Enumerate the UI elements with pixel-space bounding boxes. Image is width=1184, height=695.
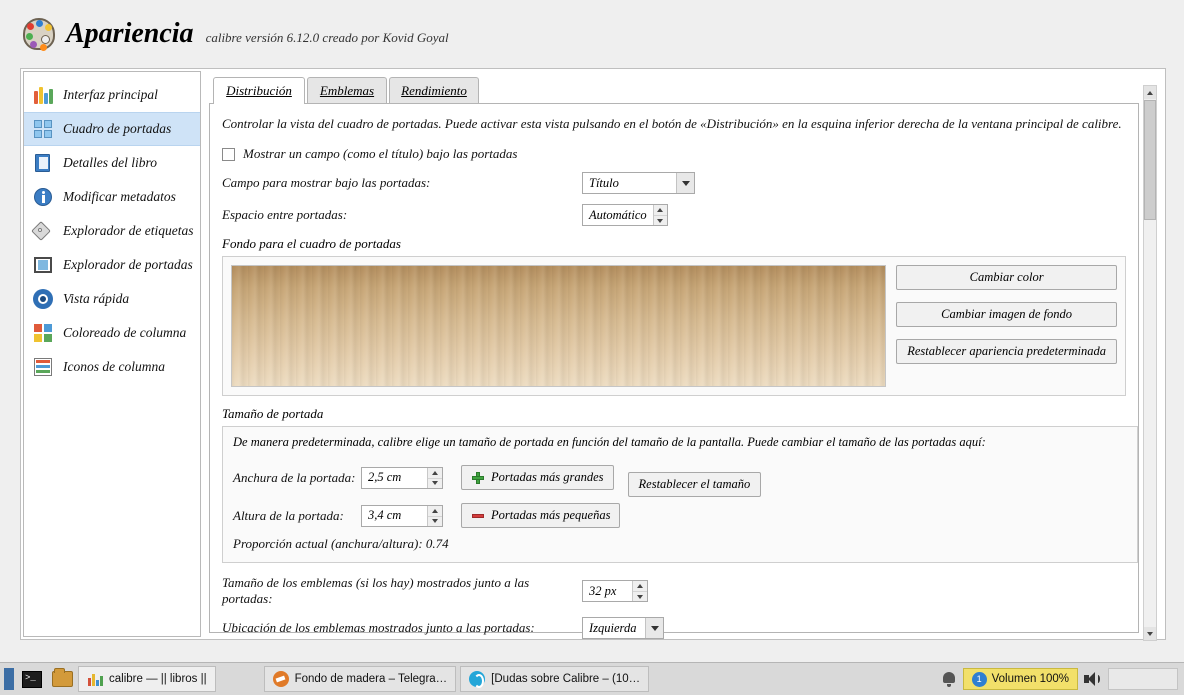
column-coloring-icon [32, 322, 54, 344]
tab-distribucion[interactable]: Distribución [213, 77, 305, 104]
cover-size-group [222, 426, 1138, 563]
taskbar-task-browser[interactable] [460, 666, 649, 692]
caret-down-icon[interactable] [428, 516, 442, 526]
cover-height-row [233, 503, 1127, 528]
sidebar-item-coloreado-de-columna[interactable] [24, 316, 200, 350]
emblem-size-row [222, 575, 1126, 607]
launcher-terminal[interactable] [18, 666, 46, 692]
cover-size-text: De manera predeterminada, calibre elige un tamaño de portada en función del tamaño de la pantalla. Puede cambiar el tamaño de las portadas aquí: [233, 435, 986, 449]
cover-browser-icon [32, 254, 54, 276]
page-title: Apariencia [66, 18, 194, 49]
volume-label: Volumen 100% [991, 673, 1069, 685]
taskbar-launchers [0, 663, 78, 695]
field-label: Campo para mostrar bajo las portadas: [222, 175, 431, 190]
caret-up-icon[interactable] [633, 581, 647, 591]
emblem-size-stepper[interactable] [632, 581, 647, 601]
bigger-covers-label: Portadas más grandes [491, 470, 604, 484]
volume-badge: 1 [972, 672, 987, 687]
smaller-covers-label: Portadas más pequeñas [491, 508, 611, 522]
cover-width-spinbox[interactable] [361, 467, 443, 489]
sidebar-item-label: Interfaz principal [63, 87, 158, 102]
field-combo-value: Título [589, 175, 619, 190]
chevron-down-icon[interactable] [645, 618, 663, 638]
caret-down-icon[interactable] [654, 215, 667, 225]
cover-width-row [233, 458, 1127, 497]
tab-emblemas[interactable]: Emblemas [307, 77, 387, 103]
scroll-down-arrow[interactable] [1144, 627, 1156, 640]
sidebar-item-detalles-del-libro[interactable] [24, 146, 200, 180]
cover-width-value: 2,5 cm [368, 470, 402, 484]
cover-width-label: Anchura de la portada: [233, 469, 356, 485]
cover-height-value: 3,4 cm [368, 508, 402, 522]
eye-icon [32, 288, 54, 310]
task-label: [Dudas sobre Calibre – (10… [491, 673, 641, 685]
task-label: calibre — || libros || [109, 673, 207, 685]
cover-grid-icon [32, 118, 54, 140]
sidebar-item-label: Explorador de portadas [63, 257, 193, 272]
sidebar-item-iconos-de-columna[interactable] [24, 350, 200, 384]
emblem-position-combo[interactable] [582, 617, 664, 639]
spacing-stepper[interactable] [653, 205, 667, 225]
spacing-spinbox[interactable] [582, 204, 668, 226]
spacing-label: Espacio entre portadas: [222, 207, 348, 222]
cover-height-label: Altura de la portada: [233, 507, 344, 523]
notification-bell-icon[interactable] [941, 671, 957, 687]
wood-texture-preview[interactable] [231, 265, 886, 387]
tab-content-distribucion [209, 103, 1139, 633]
tab-bar [209, 77, 1159, 103]
sidebar-item-interfaz-principal[interactable] [24, 78, 200, 112]
cover-size-group-caption: Tamaño de portada [222, 406, 324, 421]
book-details-icon [32, 152, 54, 174]
sidebar-item-explorador-de-etiquetas[interactable] [24, 214, 200, 248]
chevron-down-icon[interactable] [676, 173, 694, 193]
panel-description: Controlar la vista del cuadro de portadas. Puede activar esta vista pulsando en el botón de «Distribución» en la esquina inferior derecha de la ventana principal de calibre. [222, 116, 1122, 131]
spacing-row [222, 204, 1126, 226]
sidebar-item-label: Cuadro de portadas [63, 121, 172, 136]
change-color-button[interactable]: Cambiar color [896, 265, 1117, 290]
sidebar-item-label: Modificar metadatos [63, 189, 176, 204]
launcher-files[interactable] [48, 666, 76, 692]
smaller-covers-button[interactable] [461, 503, 620, 528]
calibre-icon [87, 671, 103, 687]
scroll-up-arrow[interactable] [1144, 86, 1156, 99]
palette-icon [22, 17, 56, 51]
taskbar-task-telegram[interactable] [264, 666, 457, 692]
emblem-position-value: Izquierda [589, 620, 637, 635]
taskbar-task-calibre[interactable] [78, 666, 216, 692]
task-label: Fondo de madera – Telegra… [294, 673, 448, 685]
preferences-frame [20, 68, 1166, 640]
sidebar-item-label: Explorador de etiquetas [63, 223, 194, 238]
emblem-size-value: 32 px [589, 583, 617, 598]
sidebar-item-modificar-metadatos[interactable] [24, 180, 200, 214]
bigger-covers-button[interactable] [461, 465, 614, 490]
page-header [0, 0, 1184, 68]
scrollbar-thumb[interactable] [1144, 100, 1156, 220]
show-field-label: Mostrar un campo (como el título) bajo las portadas [243, 146, 518, 161]
plus-icon [471, 471, 485, 485]
emblem-size-spinbox[interactable] [582, 580, 648, 602]
sidebar [23, 71, 201, 637]
tab-rendimiento[interactable]: Rendimiento [389, 77, 479, 103]
cover-height-spinbox[interactable] [361, 505, 443, 527]
emblem-size-label: Tamaño de los emblemas (si los hay) mostrados junto a las portadas: [222, 575, 530, 606]
reset-size-button[interactable]: Restablecer el tamaño [628, 472, 762, 497]
version-subtitle: calibre versión 6.12.0 creado por Kovid Goyal [205, 30, 449, 45]
show-field-row [222, 146, 1126, 162]
spacing-value: Automático [589, 207, 647, 222]
tray-extra-area [1108, 668, 1178, 690]
emblem-position-row [222, 617, 1126, 639]
telegram-icon [273, 671, 289, 687]
sidebar-item-label: Detalles del libro [63, 155, 157, 170]
system-tray [941, 668, 1184, 690]
taskbar [0, 662, 1184, 695]
speaker-icon[interactable] [1084, 671, 1102, 687]
info-icon [32, 186, 54, 208]
sidebar-item-label: Iconos de columna [63, 359, 165, 374]
show-field-checkbox[interactable] [222, 148, 235, 161]
vertical-scrollbar[interactable] [1143, 85, 1157, 641]
sidebar-item-explorador-de-portadas[interactable] [24, 248, 200, 282]
sidebar-item-vista-rapida[interactable] [24, 282, 200, 316]
cover-height-stepper[interactable] [427, 506, 442, 526]
field-combo[interactable] [582, 172, 695, 194]
current-ratio-text: Proporción actual (anchura/altura): 0.74 [233, 536, 449, 551]
sidebar-item-cuadro-de-portadas[interactable] [24, 112, 200, 146]
cover-width-stepper[interactable] [427, 468, 442, 488]
emblem-position-label: Ubicación de los emblemas mostrados junto a las portadas: [222, 620, 535, 635]
folder-icon [52, 671, 73, 687]
caret-down-icon[interactable] [428, 478, 442, 488]
background-buttons [896, 265, 1117, 364]
browser-icon [469, 671, 485, 687]
caret-up-icon[interactable] [654, 205, 667, 215]
column-icons-icon [32, 356, 54, 378]
tag-icon [32, 220, 54, 242]
background-group-caption: Fondo para el cuadro de portadas [222, 236, 401, 251]
workspace-indicator[interactable] [4, 668, 14, 690]
volume-indicator[interactable] [963, 668, 1078, 690]
sidebar-item-label: Vista rápida [63, 291, 130, 306]
caret-down-icon[interactable] [633, 591, 647, 601]
reset-appearance-button[interactable]: Restablecer apariencia predeterminada [896, 339, 1117, 364]
sidebar-item-label: Coloreado de columna [63, 325, 187, 340]
change-background-image-button[interactable]: Cambiar imagen de fondo [896, 302, 1117, 327]
minus-icon [471, 509, 485, 523]
caret-up-icon[interactable] [428, 468, 442, 478]
background-group [222, 256, 1126, 396]
books-icon [32, 84, 54, 106]
terminal-icon [22, 671, 42, 688]
settings-pane [209, 77, 1159, 633]
caret-up-icon[interactable] [428, 506, 442, 516]
field-row [222, 172, 1126, 194]
